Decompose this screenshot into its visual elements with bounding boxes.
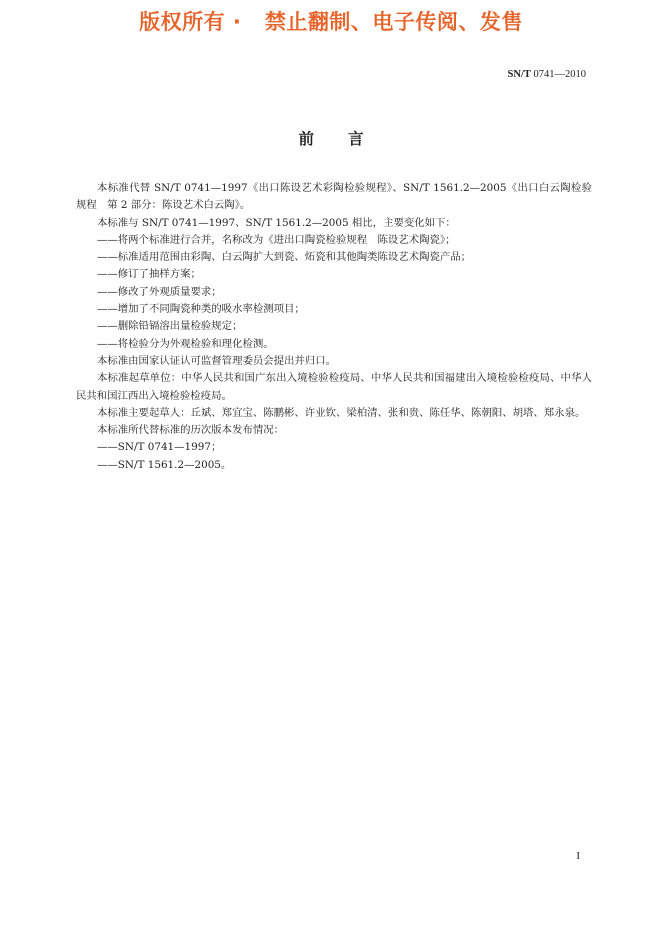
page-title: 前言 [298, 129, 398, 148]
paragraph-proposer: 本标准由国家认证认可监督管理委员会提出并归口。 [97, 354, 336, 367]
paragraph-history-intro: 本标准所代替标准的历次版本发布情况： [97, 424, 285, 437]
change-item: ——修订了抽样方案； [97, 268, 201, 281]
change-item: ——删除铅镉溶出量检验规定； [97, 320, 243, 333]
standard-code-prefix: SN/T [507, 69, 531, 80]
change-item: ——标准适用范围由彩陶、白云陶扩大到瓷、炻瓷和其他陶类陈设艺术陶瓷产品； [97, 251, 472, 264]
paragraph-replaces: 本标准代替 SN/T 0741—1997《出口陈设艺术彩陶检验规程》、SN/T 1561.2—2005《出口白云陶检验规程 第 2 部分：陈设艺术白云陶》。 [76, 182, 592, 212]
history-item: ——SN/T 1561.2—2005。 [97, 458, 232, 471]
change-item: ——将检验分为外观检验和理化检测。 [97, 337, 274, 350]
foreword-body [76, 180, 592, 474]
standard-code-number: 0741—2010 [530, 69, 586, 80]
copyright-watermark: 版权所有 · 禁止翻制、电子传阅、发售 [139, 10, 523, 34]
history-item: ——SN/T 0741—1997； [97, 441, 222, 454]
change-item: ——修改了外观质量要求； [97, 285, 222, 298]
change-item: ——增加了不同陶瓷种类的吸水率检测项目； [97, 303, 305, 316]
paragraph-changes-intro: 本标准与 SN/T 0741—1997、SN/T 1561.2—2005 相比，主要变化如下： [97, 216, 456, 229]
change-item: ——将两个标准进行合并，名称改为《进出口陶瓷检验规程 陈设艺术陶瓷》； [97, 233, 456, 246]
paragraph-drafting-units: 本标准起草单位：中华人民共和国广东出入境检验检疫局、中华人民共和国福建出入境检验检疫局、中华人民共和国江西出入境检验检疫局。 [76, 372, 592, 402]
page-number: I [576, 850, 580, 862]
paragraph-drafters: 本标准主要起草人：丘斌、郑宜宝、陈鹏彬、许业钦、梁柏清、张和贵、陈任华、陈朝阳、胡塔、郑永泉。 [97, 406, 586, 419]
standard-code [508, 69, 586, 80]
